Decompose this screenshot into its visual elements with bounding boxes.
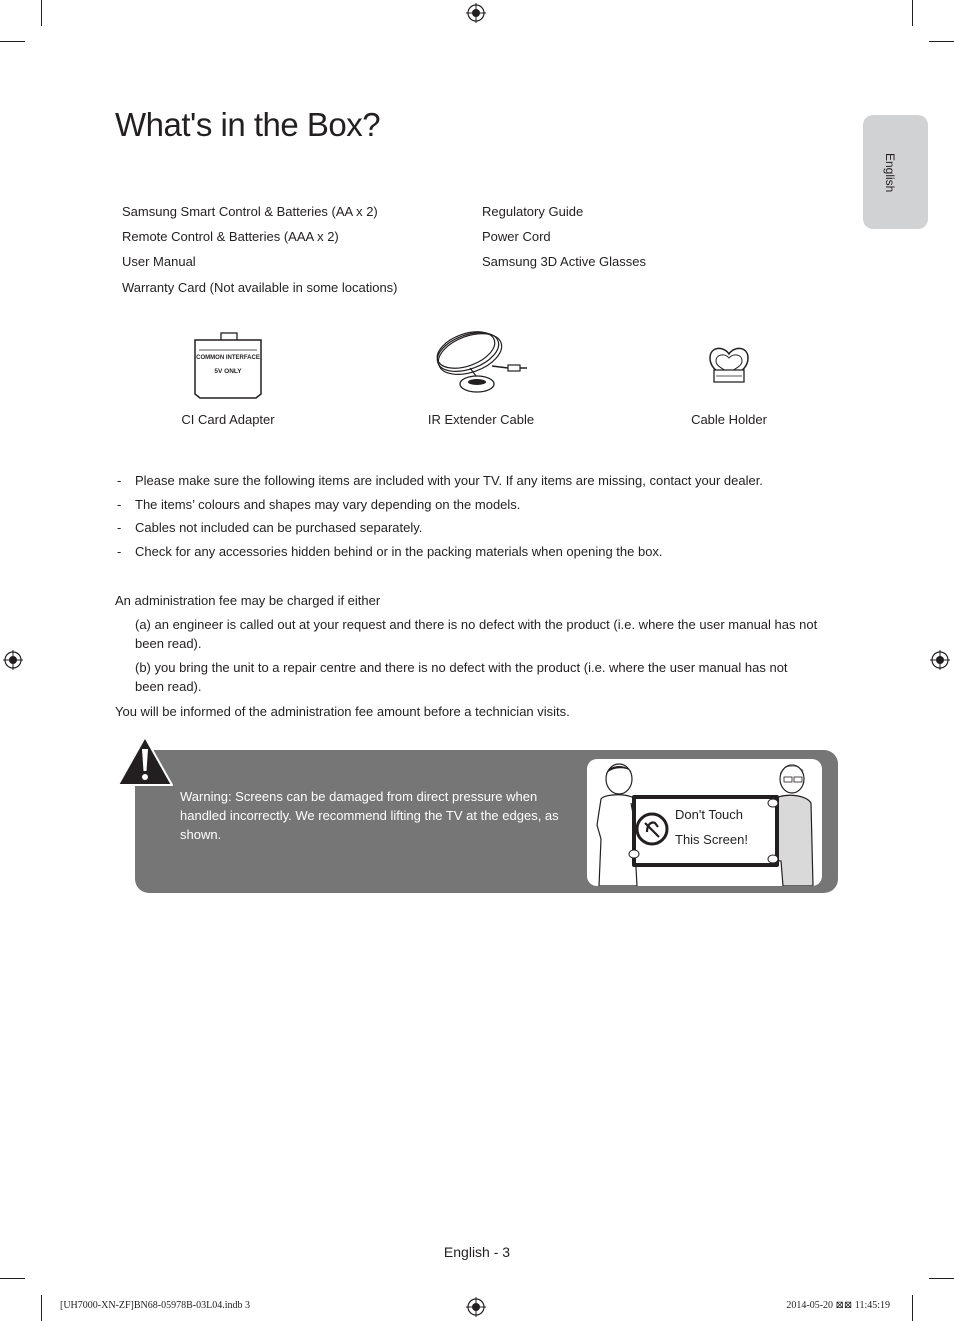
crop-mark xyxy=(0,41,25,42)
accessory-label: CI Card Adapter xyxy=(181,412,275,427)
admin-fee-case-a: (a) an engineer is called out at your request and there is no defect with the product (i.e. where the user manual has not been read). xyxy=(135,617,818,651)
note-text: Please make sure the following items are included with your TV. If any items are missing, contact your dealer. xyxy=(135,473,763,488)
registration-mark-icon xyxy=(3,650,23,670)
accessory-label: IR Extender Cable xyxy=(427,412,535,427)
warning-text: : Screens can be damaged from direct pressure when handled incorrectly. We recommend lifting the TV at the edges, as shown. xyxy=(180,789,559,842)
registration-mark-icon xyxy=(930,650,950,670)
warning-triangle-icon xyxy=(116,735,174,787)
admin-fee-case-b: (b) you bring the unit to a repair centre and there is no defect with the product (i.e. where the user manual has not been read). xyxy=(135,660,788,694)
lifting-tv-illustration xyxy=(587,759,822,886)
crop-mark xyxy=(912,1295,913,1321)
crop-mark xyxy=(41,0,42,26)
note-text: Cables not included can be purchased separately. xyxy=(135,520,423,535)
crop-mark xyxy=(0,1278,25,1279)
list-item: Remote Control & Batteries (AAA x 2) xyxy=(122,229,339,244)
note-item: - Please make sure the following items are included with your TV. If any items are missing, contact your dealer. xyxy=(117,473,763,488)
ci-card-printed-text: COMMON INTERFACE xyxy=(196,355,260,361)
cable-holder-icon xyxy=(706,344,752,386)
page-number: English - 3 xyxy=(443,1244,511,1260)
print-slug-date: 2014-05-20 ⊠⊠ 11:45:19 xyxy=(786,1300,890,1311)
ci-card-adapter-icon xyxy=(190,330,266,402)
registration-mark-icon xyxy=(466,1297,486,1317)
print-slug-file: [UH7000-XN-ZF]BN68-05978B-03L04.indb 3 xyxy=(60,1300,250,1311)
language-tab-label: English xyxy=(883,153,897,193)
crop-mark xyxy=(912,0,913,26)
page-title: What's in the Box? xyxy=(115,106,381,143)
list-item: Warranty Card (Not available in some locations) xyxy=(122,280,398,295)
note-text: The items’ colours and shapes may vary depending on the models. xyxy=(135,497,521,512)
sign-text: This Screen! xyxy=(675,832,748,847)
crop-mark xyxy=(929,41,954,42)
note-text: Check for any accessories hidden behind or in the packing materials when opening the box. xyxy=(135,544,663,559)
note-item: - Cables not included can be purchased separately. xyxy=(117,520,423,535)
crop-mark xyxy=(41,1295,42,1321)
crop-mark xyxy=(929,1278,954,1279)
warning-message xyxy=(180,787,575,844)
sign-text: Don't Touch xyxy=(675,807,744,822)
note-item: - Check for any accessories hidden behind or in the packing materials when opening the box. xyxy=(117,544,663,559)
admin-fee-closing: You will be informed of the administration fee amount before a technician visits. xyxy=(115,704,570,719)
list-item: Power Cord xyxy=(482,229,551,244)
language-tab xyxy=(863,115,928,229)
list-item: User Manual xyxy=(122,254,196,269)
note-item: - The items’ colours and shapes may vary depending on the models. xyxy=(117,497,521,512)
warning-label: Warning xyxy=(180,789,228,804)
registration-mark-icon xyxy=(466,3,486,23)
admin-fee-intro: An administration fee may be charged if either xyxy=(115,593,381,608)
list-item: Samsung Smart Control & Batteries (AA x 2) xyxy=(122,204,378,219)
ci-card-printed-text: 5V ONLY xyxy=(214,368,242,375)
ir-extender-cable-icon xyxy=(432,328,530,402)
list-item: Regulatory Guide xyxy=(482,204,584,219)
accessory-label: Cable Holder xyxy=(691,412,767,427)
list-item: Samsung 3D Active Glasses xyxy=(482,254,647,269)
